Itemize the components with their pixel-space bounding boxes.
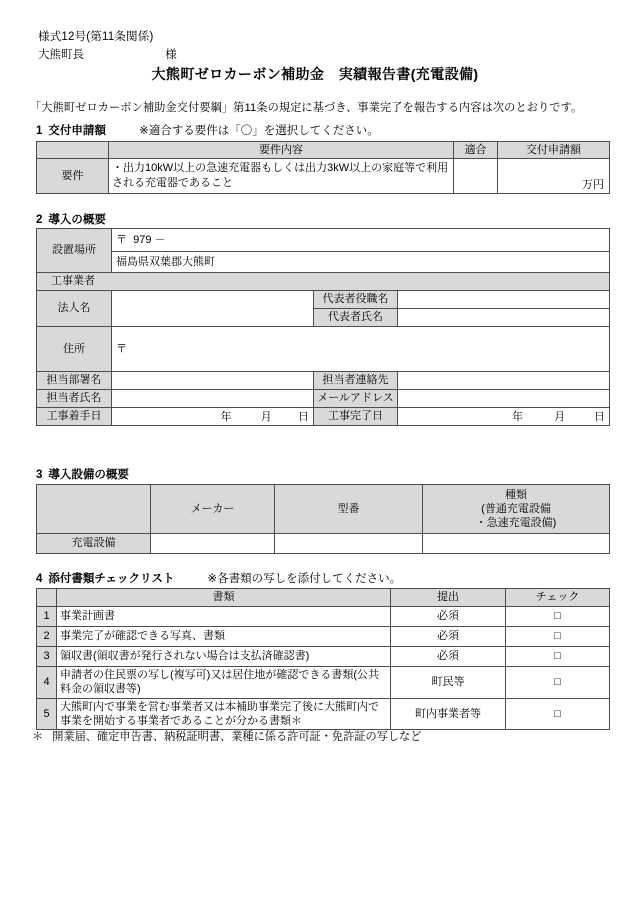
checklist-col-check: チェック (506, 589, 610, 607)
requirement-row-content: ・出力10kW以上の急速充電器もしくは出力3kW以上の家庭等で利用される充電器であること (109, 159, 454, 194)
table-row (37, 667, 610, 699)
address-input[interactable] (112, 327, 610, 372)
table-row-address (37, 327, 610, 372)
requirement-col-content: 要件内容 (109, 142, 454, 159)
checklist-row-submit: 町内事業者等 (391, 698, 506, 730)
address-zip-mark-icon: 〒 (116, 342, 127, 355)
rep-title-input[interactable] (398, 291, 610, 309)
checklist-row-no: 1 (37, 607, 57, 627)
start-date-year-unit: 年 (220, 410, 232, 423)
section-2-heading (36, 211, 106, 227)
table-row (37, 698, 610, 730)
checklist-row-document: 事業完了が確認できる写真、書類 (57, 627, 391, 647)
equipment-row-label: 充電設備 (37, 534, 151, 554)
footnote-marker: ＊ (32, 731, 44, 743)
location-address-cell[interactable] (112, 252, 610, 273)
checklist-row-no: 5 (37, 698, 57, 730)
table-row-location-address (37, 252, 610, 273)
checklist-col-document: 書類 (57, 589, 391, 607)
checklist-row-document: 領収書(領収書が発行されない場合は支払済確認書) (57, 647, 391, 667)
start-date-month-unit: 月 (260, 410, 272, 423)
corp-name-input[interactable] (112, 291, 314, 327)
table-row (37, 647, 610, 667)
section-4-number: 4 (36, 573, 43, 585)
checklist-row-no: 4 (37, 667, 57, 699)
section-3-number: 3 (36, 469, 43, 481)
table-header-row (37, 589, 610, 607)
location-address-value: 福島県双葉郡大熊町 (116, 255, 215, 268)
section-1-heading (36, 122, 379, 138)
requirement-col-conform: 適合 (454, 142, 498, 159)
checklist-row-no: 3 (37, 647, 57, 667)
addressee-name: 大熊町長 (38, 49, 84, 61)
checklist-row-checkbox[interactable]: □ (506, 667, 610, 699)
start-date-day-unit: 日 (298, 410, 309, 423)
outline-table (36, 228, 610, 426)
equipment-col-maker: メーカー (151, 485, 275, 534)
checklist-row-submit: 必須 (391, 607, 506, 627)
section-1-number: 1 (36, 125, 43, 137)
end-date-month-unit: 月 (554, 410, 566, 423)
equipment-kind-line-1: 種類 (505, 488, 527, 501)
section-3-heading (36, 466, 129, 482)
equipment-table (36, 484, 610, 554)
rep-title-label: 代表者役職名 (314, 291, 398, 309)
location-zip-text (114, 233, 607, 247)
table-header-row (37, 485, 610, 534)
rep-name-input[interactable] (398, 309, 610, 327)
start-date-input[interactable] (112, 408, 314, 426)
requirement-row-label: 要件 (37, 159, 109, 194)
checklist-row-no: 2 (37, 627, 57, 647)
person-input[interactable] (112, 390, 314, 408)
checklist-col-submit: 提出 (391, 589, 506, 607)
equipment-col-model: 型番 (275, 485, 423, 534)
equipment-row-model-input[interactable] (275, 534, 423, 554)
table-row-person (37, 390, 610, 408)
requirement-conform-input[interactable] (454, 159, 498, 194)
address-label: 住所 (37, 327, 112, 372)
lead-paragraph: 「大熊町ゼロカーボン補助金交付要綱」第11条の規定に基づき、事業完了を報告する内容は次のとおりです。 (30, 102, 583, 114)
requirement-amount-cell[interactable] (498, 159, 610, 194)
form-number: 様式12号(第11条関係) (38, 31, 154, 43)
checklist-row-submit: 必須 (391, 647, 506, 667)
equipment-kind-line-3: ・急速充電設備) (475, 517, 557, 530)
table-row-location (37, 229, 610, 252)
table-row (37, 159, 610, 194)
section-3-title: 導入設備の概要 (48, 469, 129, 481)
table-row-contractor-header (37, 273, 610, 291)
section-4-note: ※各書類の写しを添付してください。 (207, 573, 402, 585)
corp-name-label: 法人名 (37, 291, 112, 327)
requirement-col-amount: 交付申請額 (498, 142, 610, 159)
table-header-row (37, 142, 610, 159)
contact-label: 担当者連絡先 (314, 372, 398, 390)
location-zip-cell[interactable] (112, 229, 610, 252)
addressee-honorific: 様 (165, 49, 177, 61)
end-date-day-unit: 日 (594, 410, 606, 423)
footnote-text: 開業届、確定申告書、納税証明書、業種に係る許可証・免許証の写しなど (52, 731, 422, 743)
person-label: 担当者氏名 (37, 390, 112, 408)
equipment-col-kind (423, 485, 610, 534)
rep-name-label: 代表者氏名 (314, 309, 398, 327)
dept-label: 担当部署名 (37, 372, 112, 390)
table-row-corp-name (37, 291, 610, 309)
table-row (37, 607, 610, 627)
checklist-row-document: 事業計画書 (57, 607, 391, 627)
requirement-table (36, 141, 610, 194)
checklist-row-checkbox[interactable]: □ (506, 607, 610, 627)
table-row (37, 534, 610, 554)
footnote (32, 728, 421, 744)
end-date-input[interactable] (398, 408, 610, 426)
checklist-col-no (37, 589, 57, 607)
table-row-dept (37, 372, 610, 390)
section-4-heading (36, 570, 401, 586)
start-date-label: 工事着手日 (37, 408, 112, 426)
end-date-label: 工事完了日 (314, 408, 398, 426)
addressee-row (38, 46, 177, 62)
dept-input[interactable] (112, 372, 314, 390)
email-input[interactable] (398, 390, 610, 408)
checklist-row-submit: 町民等 (391, 667, 506, 699)
checklist-row-checkbox[interactable]: □ (506, 627, 610, 647)
location-label: 設置場所 (37, 229, 112, 273)
equipment-row-maker-input[interactable] (151, 534, 275, 554)
table-row (37, 627, 610, 647)
section-2-number: 2 (36, 214, 43, 226)
contractor-section-label: 工事業者 (37, 273, 610, 291)
equipment-row-kind-input[interactable] (423, 534, 610, 554)
table-row-dates (37, 408, 610, 426)
equipment-kind-line-2: (普通充電設備 (481, 502, 551, 515)
zip-mark-icon: 〒 (116, 233, 127, 246)
section-1-title: 交付申請額 (48, 125, 106, 137)
equipment-col-blank (37, 485, 151, 534)
end-date-year-unit: 年 (511, 410, 523, 423)
contact-input[interactable] (398, 372, 610, 390)
checklist-row-submit: 必須 (391, 627, 506, 647)
section-1-note: ※適合する要件は「〇」を選択してください。 (139, 125, 379, 137)
email-label: メールアドレス (314, 390, 398, 408)
checklist-table (36, 588, 610, 730)
section-2-title: 導入の概要 (48, 214, 106, 226)
section-4-title: 添付書類チェックリスト (48, 573, 175, 585)
checklist-row-checkbox[interactable]: □ (506, 647, 610, 667)
checklist-row-document: 申請者の住民票の写し(複写可)又は居住地が確認できる書類(公共料金の領収書等) (57, 667, 391, 699)
requirement-amount-unit: 万円 (582, 178, 604, 191)
requirement-col-blank (37, 142, 109, 159)
location-zip-value: 979 － (133, 233, 166, 246)
checklist-row-document: 大熊町内で事業を営む事業者又は本補助事業完了後に大熊町内で事業を開始する事業者であることが分かる書類＊ (57, 698, 391, 730)
page-title: 大熊町ゼロカーボン補助金 実績報告書(充電設備) (151, 66, 479, 82)
checklist-row-checkbox[interactable]: □ (506, 698, 610, 730)
